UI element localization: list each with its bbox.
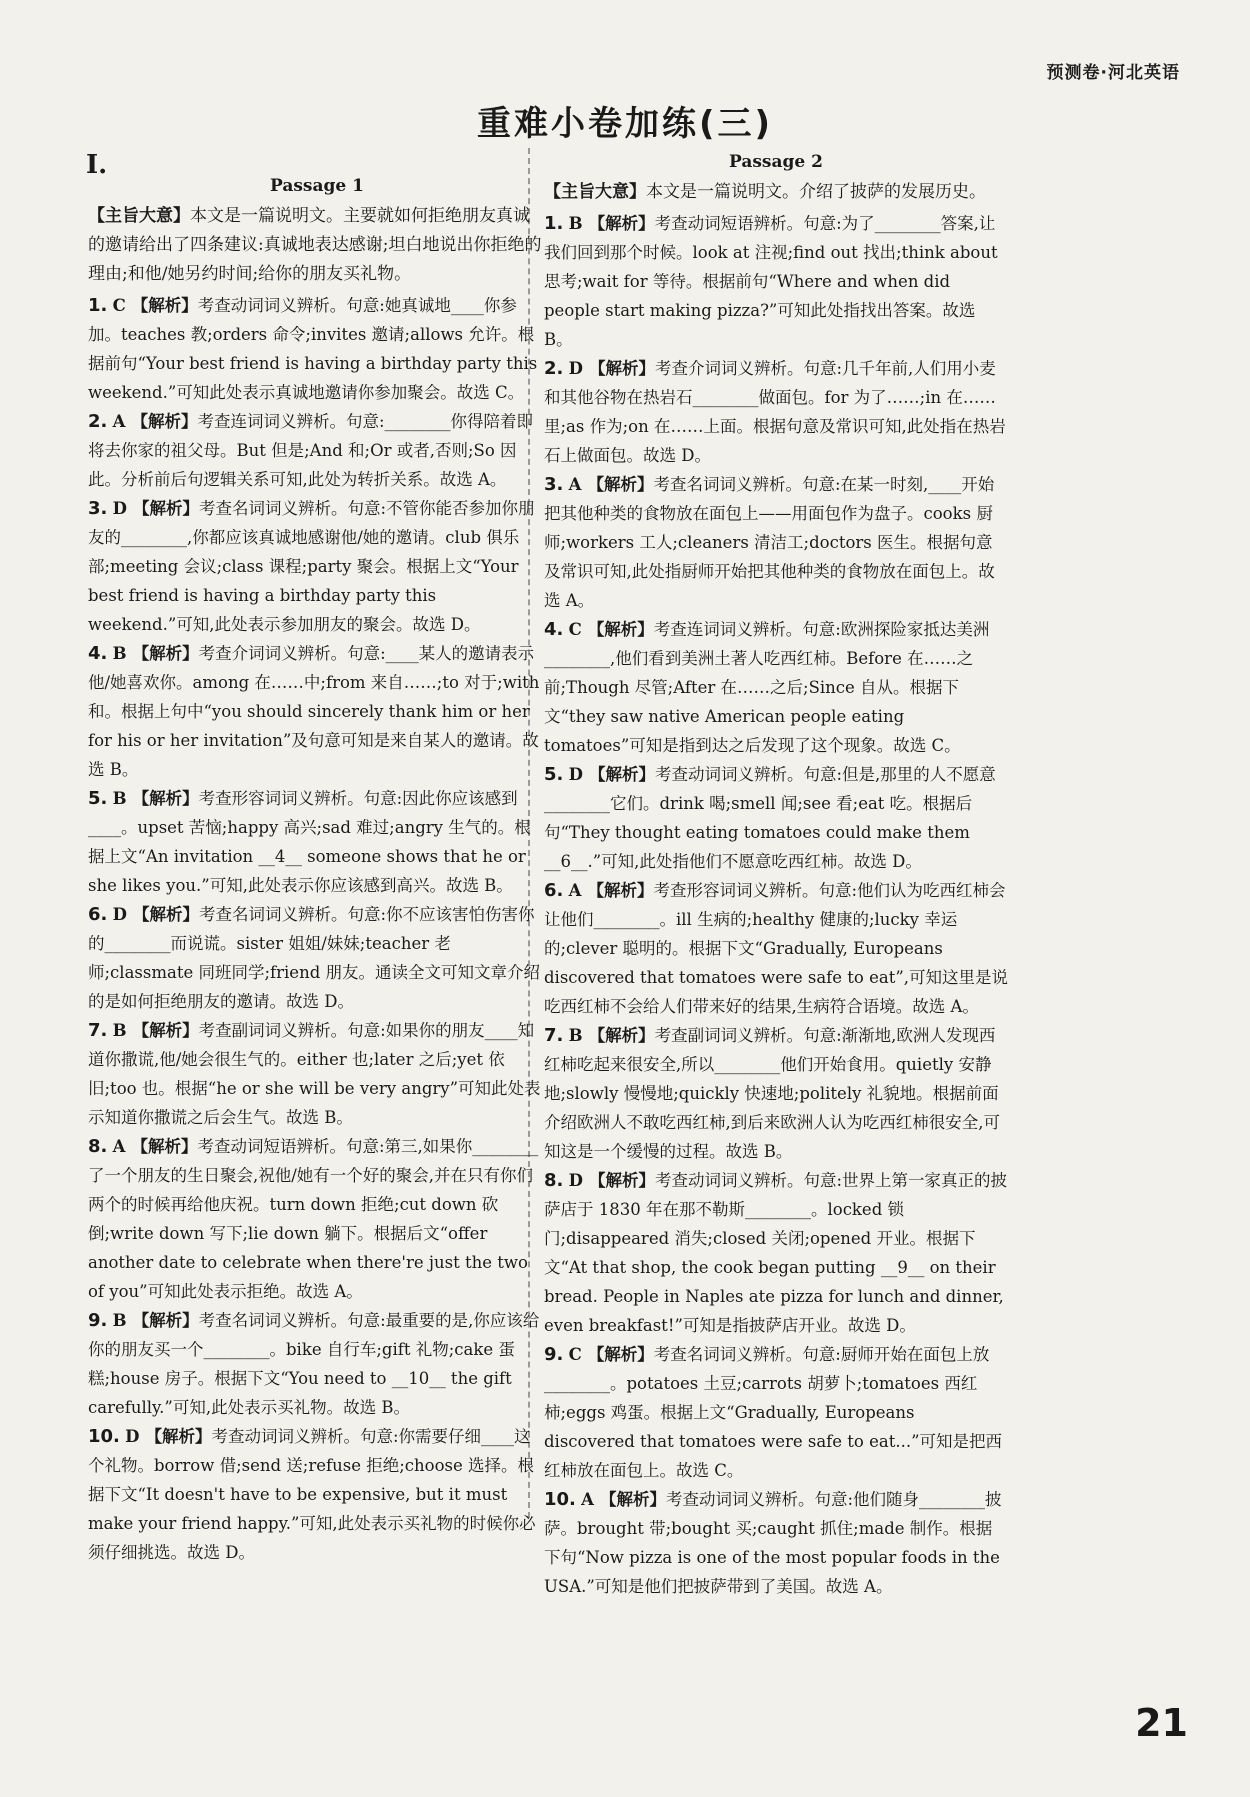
answer-explanation: 考查名词词义辨析。句意:你不应该害怕伤害你的________而说谎。sister 姐姐/妹妹;teacher 老师;classmate 同班同学;friend 朋友。通读全文可知文章介绍的是如何拒绝朋友的邀请。故选 D。 bbox=[88, 905, 541, 1011]
answer-explanation: 考查动词词义辨析。句意:但是,那里的人不愿意________它们。drink 喝;smell 闻;see 看;eat 吃。根据后句“They thought eating tomatoes could make them __6__.”可知,此处指他们不愿意吃西红柿。故选 D。 bbox=[544, 765, 996, 871]
answer-explanation: 考查介词词义辨析。句意:____某人的邀请表示他/她喜欢你。among 在……中;from 来自……;to 对于;with 和。根据上句中“you should sincerely thank him or her for his or her invitation”及句意可知是来自某人的邀请。故选 B。 bbox=[88, 644, 540, 779]
answer-explanation: 考查动词短语辨析。句意:为了________答案,让我们回到那个时候。look at 注视;find out 找出;think about 思考;wait for 等待。根据前句“Where and when did people start making pizza?”可知此处指找出答案。故选 B。 bbox=[544, 214, 998, 349]
answer-item bbox=[544, 760, 1008, 876]
answer-number: 3. bbox=[544, 474, 564, 495]
answer-choice: C bbox=[568, 1345, 582, 1364]
answer-explanation: 考查形容词词义辨析。句意:他们认为吃西红柿会让他们________。ill 生病的;healthy 健康的;lucky 幸运的;clever 聪明的。根据下文“Gradually, Europeans discovered that tomatoes were safe to eat”,可知这里是说吃西红柿不会给人们带来好的结果,生病符合语境。故选 A。 bbox=[544, 881, 1009, 1016]
analysis-tag: 【解析】 bbox=[132, 1021, 199, 1040]
passage-2-column bbox=[544, 148, 1008, 1601]
answer-choice: D bbox=[125, 1427, 140, 1446]
answer-item bbox=[88, 1132, 546, 1306]
analysis-tag: 【解析】 bbox=[588, 765, 655, 784]
answer-item bbox=[544, 1166, 1008, 1340]
answer-item bbox=[88, 407, 546, 494]
analysis-tag: 【解析】 bbox=[587, 475, 654, 494]
passage-2-answers bbox=[544, 209, 1008, 1601]
answer-explanation: 考查副词词义辨析。句意:如果你的朋友____知道你撒谎,他/她会很生气的。either 也;later 之后;yet 依旧;too 也。根据“he or she will be very angry”可知此处表示知道你撒谎之后会生气。故选 B。 bbox=[88, 1021, 541, 1127]
summary-tag: 【主旨大意】 bbox=[88, 206, 190, 226]
answer-number: 4. bbox=[88, 643, 108, 664]
answer-explanation: 考查形容词词义辨析。句意:因此你应该感到____。upset 苦恼;happy 高兴;sad 难过;angry 生气的。根据上文“An invitation __4__ someone shows that he or she likes you.”可知,此处表示你应该感到高兴。故选 B。 bbox=[88, 789, 531, 895]
answer-explanation: 考查名词词义辨析。句意:不管你能否参加你朋友的________,你都应该真诚地感谢他/她的邀请。club 俱乐部;meeting 会议;class 课程;party 聚会。根据上文“Your best friend is having a birthday party this weekend.”可知,此处表示参加朋友的聚会。故选 D。 bbox=[88, 499, 535, 634]
answer-explanation: 考查连词词义辨析。句意:欧洲探险家抵达美洲________,他们看到美洲土著人吃西红柿。Before 在……之前;Though 尽管;After 在……之后;Since 自从。根据下文“they saw native American people eating tomatoes”可知是指到达之后发现了这个现象。故选 C。 bbox=[544, 620, 990, 755]
passage-2-summary bbox=[544, 178, 1008, 207]
answer-choice: A bbox=[112, 1137, 126, 1156]
answer-choice: A bbox=[568, 475, 582, 494]
summary-tag: 【主旨大意】 bbox=[544, 182, 646, 202]
answer-number: 10. bbox=[544, 1489, 576, 1510]
answer-explanation: 考查名词词义辨析。句意:厨师开始在面包上放________。potatoes 土豆;carrots 胡萝卜;tomatoes 西红柿;eggs 鸡蛋。根据上文“Gradually, Europeans discovered that tomatoes were safe to eat...”可知是把西红柿放在面包上。故选 C。 bbox=[544, 1345, 1003, 1480]
analysis-tag: 【解析】 bbox=[588, 1171, 655, 1190]
answer-choice: D bbox=[112, 905, 127, 924]
answer-choice: A bbox=[112, 412, 126, 431]
answer-explanation: 考查动词短语辨析。句意:第三,如果你________了一个朋友的生日聚会,祝他/她有一个好的聚会,并在只有你们两个的时候再给他庆祝。turn down 拒绝;cut down 砍倒;write down 写下;lie down 躺下。根据后文“offer another date to celebrate when there're just the two of you”可知此处表示拒绝。故选 A。 bbox=[88, 1137, 539, 1301]
answer-explanation: 考查副词词义辨析。句意:渐渐地,欧洲人发现西红柿吃起来很安全,所以________他们开始食用。quietly 安静地;slowly 慢慢地;quickly 快速地;politely 礼貌地。根据前面介绍欧洲人不敢吃西红柿,到后来欧洲人认为吃西红柿很安全,可知这是一个缓慢的过程。故选 B。 bbox=[544, 1026, 1000, 1161]
answer-item bbox=[88, 291, 546, 407]
summary-text: 本文是一篇说明文。主要就如何拒绝朋友真诚的邀请给出了四条建议:真诚地表达感谢;坦白地说出你拒绝的理由;和他/她另约时间;给你的朋友买礼物。 bbox=[88, 206, 542, 284]
answer-explanation: 考查动词词义辨析。句意:你需要仔细____这个礼物。borrow 借;send 送;refuse 拒绝;choose 选择。根据下文“It doesn't have to be expensive, but it must make your friend happy.”可知,此处表示买礼物的时候你必须仔细挑选。故选 D。 bbox=[88, 1427, 536, 1562]
passage-1-column bbox=[88, 172, 546, 1567]
analysis-tag: 【解析】 bbox=[587, 620, 654, 639]
answer-number: 6. bbox=[544, 880, 564, 901]
answer-explanation: 考查动词词义辨析。句意:世界上第一家真正的披萨店于 1830 年在那不勒斯________。locked 锁门;disappeared 消失;closed 关闭;opened 开业。根据下文“At that shop, the cook began putting __9__ on their bread. People in Naples ate pizza for lunch and dinner, even breakfast!”可知是指披萨店开业。故选 D。 bbox=[544, 1171, 1007, 1335]
analysis-tag: 【解析】 bbox=[131, 1137, 198, 1156]
answer-item bbox=[544, 615, 1008, 760]
answer-choice: A bbox=[568, 881, 582, 900]
answer-item bbox=[88, 784, 546, 900]
analysis-tag: 【解析】 bbox=[588, 359, 655, 378]
answer-item bbox=[88, 1306, 546, 1422]
answer-choice: B bbox=[112, 644, 127, 663]
passage-1-summary bbox=[88, 202, 546, 289]
answer-number: 7. bbox=[88, 1020, 108, 1041]
passage-1-title: Passage 1 bbox=[270, 176, 364, 196]
answer-number: 9. bbox=[88, 1310, 108, 1331]
answer-item bbox=[544, 1340, 1008, 1485]
answer-number: 2. bbox=[544, 358, 564, 379]
answer-explanation: 考查动词词义辨析。句意:他们随身________披萨。brought 带;bought 买;caught 抓住;made 制作。根据下句“Now pizza is one of the most popular foods in the USA.”可知是他们把披萨带到了美国。故选 A。 bbox=[544, 1490, 1002, 1596]
answer-number: 9. bbox=[544, 1344, 564, 1365]
answer-choice: B bbox=[112, 1021, 127, 1040]
answer-number: 1. bbox=[544, 213, 564, 234]
answer-item bbox=[544, 1021, 1008, 1166]
answer-number: 5. bbox=[544, 764, 564, 785]
answer-number: 2. bbox=[88, 411, 108, 432]
answer-choice: A bbox=[581, 1490, 594, 1509]
answer-explanation: 考查动词词义辨析。句意:她真诚地____你参加。teaches 教;orders 命令;invites 邀请;allows 允许。根据前句“Your best friend is having a birthday party this weekend.”可知此处表示真诚地邀请你参加聚会。故选 C。 bbox=[88, 296, 538, 402]
analysis-tag: 【解析】 bbox=[132, 1311, 199, 1330]
answer-choice: C bbox=[568, 620, 582, 639]
answer-number: 1. bbox=[88, 295, 108, 316]
answer-item bbox=[88, 494, 546, 639]
answer-item bbox=[544, 354, 1008, 470]
analysis-tag: 【解析】 bbox=[132, 789, 199, 808]
answer-number: 8. bbox=[88, 1136, 108, 1157]
analysis-tag: 【解析】 bbox=[131, 412, 198, 431]
answer-number: 4. bbox=[544, 619, 564, 640]
passage-2-title: Passage 2 bbox=[729, 152, 823, 172]
analysis-tag: 【解析】 bbox=[131, 296, 198, 315]
answer-number: 7. bbox=[544, 1025, 564, 1046]
answer-explanation: 考查名词词义辨析。句意:最重要的是,你应该给你的朋友买一个________。bike 自行车;gift 礼物;cake 蛋糕;house 房子。根据下文“You need to __10__ the gift carefully.”可知,此处表示买礼物。故选 B。 bbox=[88, 1311, 540, 1417]
answer-number: 6. bbox=[88, 904, 108, 925]
answer-item bbox=[88, 900, 546, 1016]
answer-item bbox=[544, 1485, 1008, 1601]
answer-choice: D bbox=[568, 765, 583, 784]
answer-choice: C bbox=[112, 296, 126, 315]
summary-text: 本文是一篇说明文。介绍了披萨的发展历史。 bbox=[646, 182, 986, 202]
page-title: 重难小卷加练(三) bbox=[476, 104, 774, 144]
answer-item bbox=[88, 1422, 546, 1567]
analysis-tag: 【解析】 bbox=[599, 1490, 666, 1509]
analysis-tag: 【解析】 bbox=[132, 499, 199, 518]
analysis-tag: 【解析】 bbox=[588, 214, 655, 233]
answer-choice: B bbox=[112, 1311, 127, 1330]
analysis-tag: 【解析】 bbox=[587, 881, 654, 900]
answer-item bbox=[88, 1016, 546, 1132]
answer-number: 10. bbox=[88, 1426, 120, 1447]
answer-number: 8. bbox=[544, 1170, 564, 1191]
answer-item bbox=[544, 209, 1008, 354]
answer-explanation: 考查名词词义辨析。句意:在某一时刻,____开始把其他种类的食物放在面包上——用面包作为盘子。cooks 厨师;workers 工人;cleaners 清洁工;doctors 医生。根据句意及常识可知,此处指厨师开始把其他种类的食物放在面包上。故选 A。 bbox=[544, 475, 995, 610]
answer-item bbox=[88, 639, 546, 784]
section-mark: Ⅰ. bbox=[86, 150, 108, 180]
answer-choice: D bbox=[568, 1171, 583, 1190]
answer-explanation: 考查连词词义辨析。句意:________你得陪着即将去你家的祖父母。But 但是;And 和;Or 或者,否则;So 因此。分析前后句逻辑关系可知,此处为转折关系。故选 A。 bbox=[88, 412, 533, 489]
page-number: 21 bbox=[1135, 1701, 1188, 1745]
analysis-tag: 【解析】 bbox=[145, 1427, 212, 1446]
answer-number: 3. bbox=[88, 498, 108, 519]
answer-number: 5. bbox=[88, 788, 108, 809]
answer-choice: B bbox=[568, 1026, 583, 1045]
answer-item bbox=[544, 876, 1008, 1021]
answer-choice: B bbox=[112, 789, 127, 808]
header-subject-label: 预测卷·河北英语 bbox=[1046, 63, 1180, 83]
analysis-tag: 【解析】 bbox=[132, 905, 199, 924]
answer-explanation: 考查介词词义辨析。句意:几千年前,人们用小麦和其他谷物在热岩石________做面包。for 为了……;in 在……里;as 作为;on 在……上面。根据句意及常识可知,此处指在热岩石上做面包。故选 D。 bbox=[544, 359, 1006, 465]
analysis-tag: 【解析】 bbox=[132, 644, 199, 663]
analysis-tag: 【解析】 bbox=[587, 1345, 654, 1364]
analysis-tag: 【解析】 bbox=[588, 1026, 655, 1045]
answer-choice: B bbox=[568, 214, 583, 233]
answer-item bbox=[544, 470, 1008, 615]
answer-choice: D bbox=[568, 359, 583, 378]
passage-1-answers bbox=[88, 291, 546, 1567]
answer-choice: D bbox=[112, 499, 127, 518]
